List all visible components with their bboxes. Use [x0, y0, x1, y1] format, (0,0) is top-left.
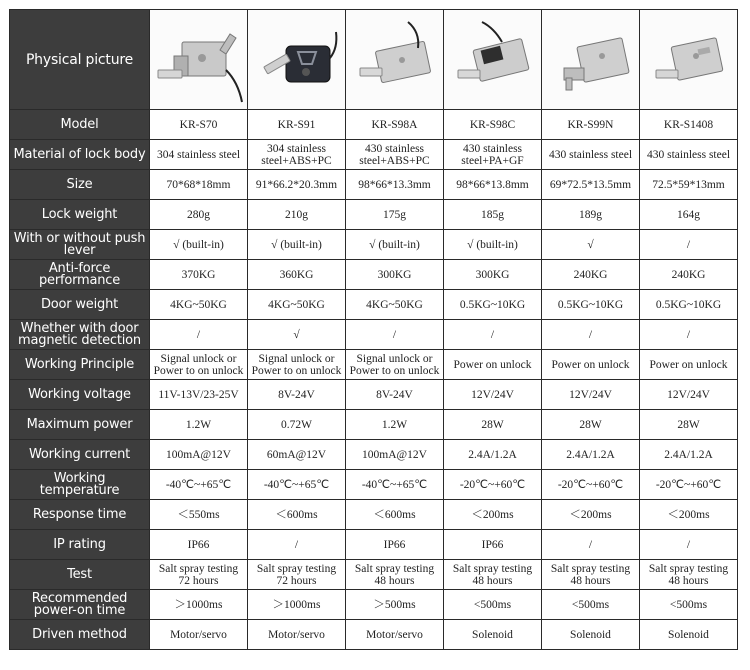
cell-anti-force: 240KG [640, 260, 738, 290]
cell-weight: 175g [346, 200, 444, 230]
cell-material: 430 stainless steel [640, 140, 738, 170]
cell-door-weight: 4KG~50KG [346, 290, 444, 320]
row-temperature [10, 470, 738, 500]
cell-material: 430 stainless steel+PA+GF [444, 140, 542, 170]
cell-ip-rating: / [640, 530, 738, 560]
header-push-lever: With or without push lever [10, 230, 150, 260]
row-size [10, 170, 738, 200]
cell-principle: Power on unlock [542, 350, 640, 380]
cell-weight: 189g [542, 200, 640, 230]
cell-push-lever: √ [542, 230, 640, 260]
cell-push-lever: √ (built-in) [150, 230, 248, 260]
header-size: Size [10, 170, 150, 200]
cell-size: 69*72.5*13.5mm [542, 170, 640, 200]
cell-door-weight: 0.5KG~10KG [444, 290, 542, 320]
cell-power-on-time: <500ms [444, 590, 542, 620]
header-material: Material of lock body [10, 140, 150, 170]
cell-power-on-time: ＞1000ms [248, 590, 346, 620]
spec-table [9, 9, 738, 650]
cell-ip-rating: IP66 [150, 530, 248, 560]
cell-response: ＜600ms [346, 500, 444, 530]
cell-test: Salt spray testing 48 hours [444, 560, 542, 590]
cell-test: Salt spray testing 48 hours [640, 560, 738, 590]
cell-magnetic-detection: / [640, 320, 738, 350]
row-test [10, 560, 738, 590]
cell-max-power: 28W [542, 410, 640, 440]
cell-max-power: 28W [444, 410, 542, 440]
cell-voltage: 12V/24V [444, 380, 542, 410]
row-driven-method [10, 620, 738, 650]
header-ip-rating: IP rating [10, 530, 150, 560]
header-max-power: Maximum power [10, 410, 150, 440]
cell-temperature: -20℃~+60℃ [542, 470, 640, 500]
cell-anti-force: 300KG [444, 260, 542, 290]
cell-temperature: -40℃~+65℃ [248, 470, 346, 500]
cell-door-weight: 4KG~50KG [150, 290, 248, 320]
cell-current: 2.4A/1.2A [542, 440, 640, 470]
cell-model: KR-S98C [444, 110, 542, 140]
product-photo-1 [150, 10, 248, 110]
cell-power-on-time: <500ms [542, 590, 640, 620]
lock-photo-icon [152, 12, 246, 108]
cell-driven-method: Motor/servo [346, 620, 444, 650]
row-door-weight [10, 290, 738, 320]
cell-test: Salt spray testing 48 hours [346, 560, 444, 590]
row-ip-rating [10, 530, 738, 560]
row-voltage [10, 380, 738, 410]
row-anti-force [10, 260, 738, 290]
row-max-power [10, 410, 738, 440]
cell-magnetic-detection: / [542, 320, 640, 350]
lock-photo-icon [544, 12, 638, 108]
header-current: Working current [10, 440, 150, 470]
cell-anti-force: 240KG [542, 260, 640, 290]
cell-ip-rating: IP66 [346, 530, 444, 560]
cell-weight: 164g [640, 200, 738, 230]
cell-magnetic-detection: √ [248, 320, 346, 350]
row-current [10, 440, 738, 470]
header-door-weight: Door weight [10, 290, 150, 320]
cell-current: 100mA@12V [150, 440, 248, 470]
cell-test: Salt spray testing 72 hours [150, 560, 248, 590]
row-response [10, 500, 738, 530]
lock-photo-icon [446, 12, 540, 108]
cell-anti-force: 370KG [150, 260, 248, 290]
cell-weight: 185g [444, 200, 542, 230]
cell-response: ＜200ms [444, 500, 542, 530]
cell-driven-method: Motor/servo [150, 620, 248, 650]
cell-response: ＜600ms [248, 500, 346, 530]
cell-voltage: 11V-13V/23-25V [150, 380, 248, 410]
row-magnetic-detection [10, 320, 738, 350]
cell-temperature: -40℃~+65℃ [346, 470, 444, 500]
header-test: Test [10, 560, 150, 590]
cell-principle: Signal unlock or Power to on unlock [248, 350, 346, 380]
cell-temperature: -40℃~+65℃ [150, 470, 248, 500]
cell-door-weight: 4KG~50KG [248, 290, 346, 320]
cell-response: ＜550ms [150, 500, 248, 530]
cell-model: KR-S91 [248, 110, 346, 140]
cell-anti-force: 360KG [248, 260, 346, 290]
header-response: Response time [10, 500, 150, 530]
product-photo-3 [346, 10, 444, 110]
cell-temperature: -20℃~+60℃ [640, 470, 738, 500]
cell-test: Salt spray testing 72 hours [248, 560, 346, 590]
cell-principle: Power on unlock [640, 350, 738, 380]
cell-current: 2.4A/1.2A [444, 440, 542, 470]
cell-power-on-time: ＞1000ms [150, 590, 248, 620]
cell-voltage: 8V-24V [346, 380, 444, 410]
cell-driven-method: Solenoid [444, 620, 542, 650]
cell-material: 430 stainless steel+ABS+PC [346, 140, 444, 170]
row-material [10, 140, 738, 170]
product-photo-2 [248, 10, 346, 110]
cell-principle: Power on unlock [444, 350, 542, 380]
cell-driven-method: Solenoid [542, 620, 640, 650]
cell-magnetic-detection: / [444, 320, 542, 350]
row-physical-picture [10, 10, 738, 110]
header-anti-force: Anti-force performance [10, 260, 150, 290]
cell-current: 2.4A/1.2A [640, 440, 738, 470]
cell-voltage: 8V-24V [248, 380, 346, 410]
cell-size: 98*66*13.3mm [346, 170, 444, 200]
cell-size: 91*66.2*20.3mm [248, 170, 346, 200]
cell-push-lever: / [640, 230, 738, 260]
cell-size: 72.5*59*13mm [640, 170, 738, 200]
cell-model: KR-S99N [542, 110, 640, 140]
cell-response: ＜200ms [542, 500, 640, 530]
cell-max-power: 1.2W [346, 410, 444, 440]
cell-model: KR-S70 [150, 110, 248, 140]
cell-test: Salt spray testing 48 hours [542, 560, 640, 590]
cell-material: 304 stainless steel [150, 140, 248, 170]
header-power-on-time: Recommended power-on time [10, 590, 150, 620]
cell-max-power: 0.72W [248, 410, 346, 440]
cell-push-lever: √ (built-in) [346, 230, 444, 260]
cell-magnetic-detection: / [346, 320, 444, 350]
cell-current: 100mA@12V [346, 440, 444, 470]
cell-material: 304 stainless steel+ABS+PC [248, 140, 346, 170]
cell-model: KR-S98A [346, 110, 444, 140]
header-voltage: Working voltage [10, 380, 150, 410]
cell-door-weight: 0.5KG~10KG [640, 290, 738, 320]
cell-weight: 210g [248, 200, 346, 230]
row-push-lever [10, 230, 738, 260]
cell-principle: Signal unlock or Power to on unlock [346, 350, 444, 380]
cell-power-on-time: <500ms [640, 590, 738, 620]
product-photo-5 [542, 10, 640, 110]
cell-material: 430 stainless steel [542, 140, 640, 170]
lock-photo-icon [348, 12, 442, 108]
header-temperature: Working temperature [10, 470, 150, 500]
cell-anti-force: 300KG [346, 260, 444, 290]
cell-ip-rating: / [248, 530, 346, 560]
cell-driven-method: Motor/servo [248, 620, 346, 650]
cell-voltage: 12V/24V [542, 380, 640, 410]
cell-driven-method: Solenoid [640, 620, 738, 650]
cell-model: KR-S1408 [640, 110, 738, 140]
cell-size: 70*68*18mm [150, 170, 248, 200]
product-photo-6 [640, 10, 738, 110]
cell-max-power: 1.2W [150, 410, 248, 440]
cell-current: 60mA@12V [248, 440, 346, 470]
header-weight: Lock weight [10, 200, 150, 230]
row-model [10, 110, 738, 140]
header-driven-method: Driven method [10, 620, 150, 650]
cell-temperature: -20℃~+60℃ [444, 470, 542, 500]
cell-door-weight: 0.5KG~10KG [542, 290, 640, 320]
cell-ip-rating: IP66 [444, 530, 542, 560]
spec-table-wrapper [9, 9, 738, 650]
row-principle [10, 350, 738, 380]
cell-push-lever: √ (built-in) [248, 230, 346, 260]
header-physical-picture: Physical picture [10, 10, 150, 110]
header-magnetic-detection: Whether with door magnetic detection [10, 320, 150, 350]
header-principle: Working Principle [10, 350, 150, 380]
header-model: Model [10, 110, 150, 140]
cell-max-power: 28W [640, 410, 738, 440]
product-photo-4 [444, 10, 542, 110]
cell-power-on-time: ＞500ms [346, 590, 444, 620]
cell-weight: 280g [150, 200, 248, 230]
cell-magnetic-detection: / [150, 320, 248, 350]
lock-photo-icon [642, 12, 736, 108]
cell-principle: Signal unlock or Power to on unlock [150, 350, 248, 380]
cell-size: 98*66*13.8mm [444, 170, 542, 200]
row-power-on-time [10, 590, 738, 620]
cell-push-lever: √ (built-in) [444, 230, 542, 260]
row-weight [10, 200, 738, 230]
cell-voltage: 12V/24V [640, 380, 738, 410]
cell-ip-rating: / [542, 530, 640, 560]
lock-photo-icon [250, 12, 344, 108]
cell-response: ＜200ms [640, 500, 738, 530]
